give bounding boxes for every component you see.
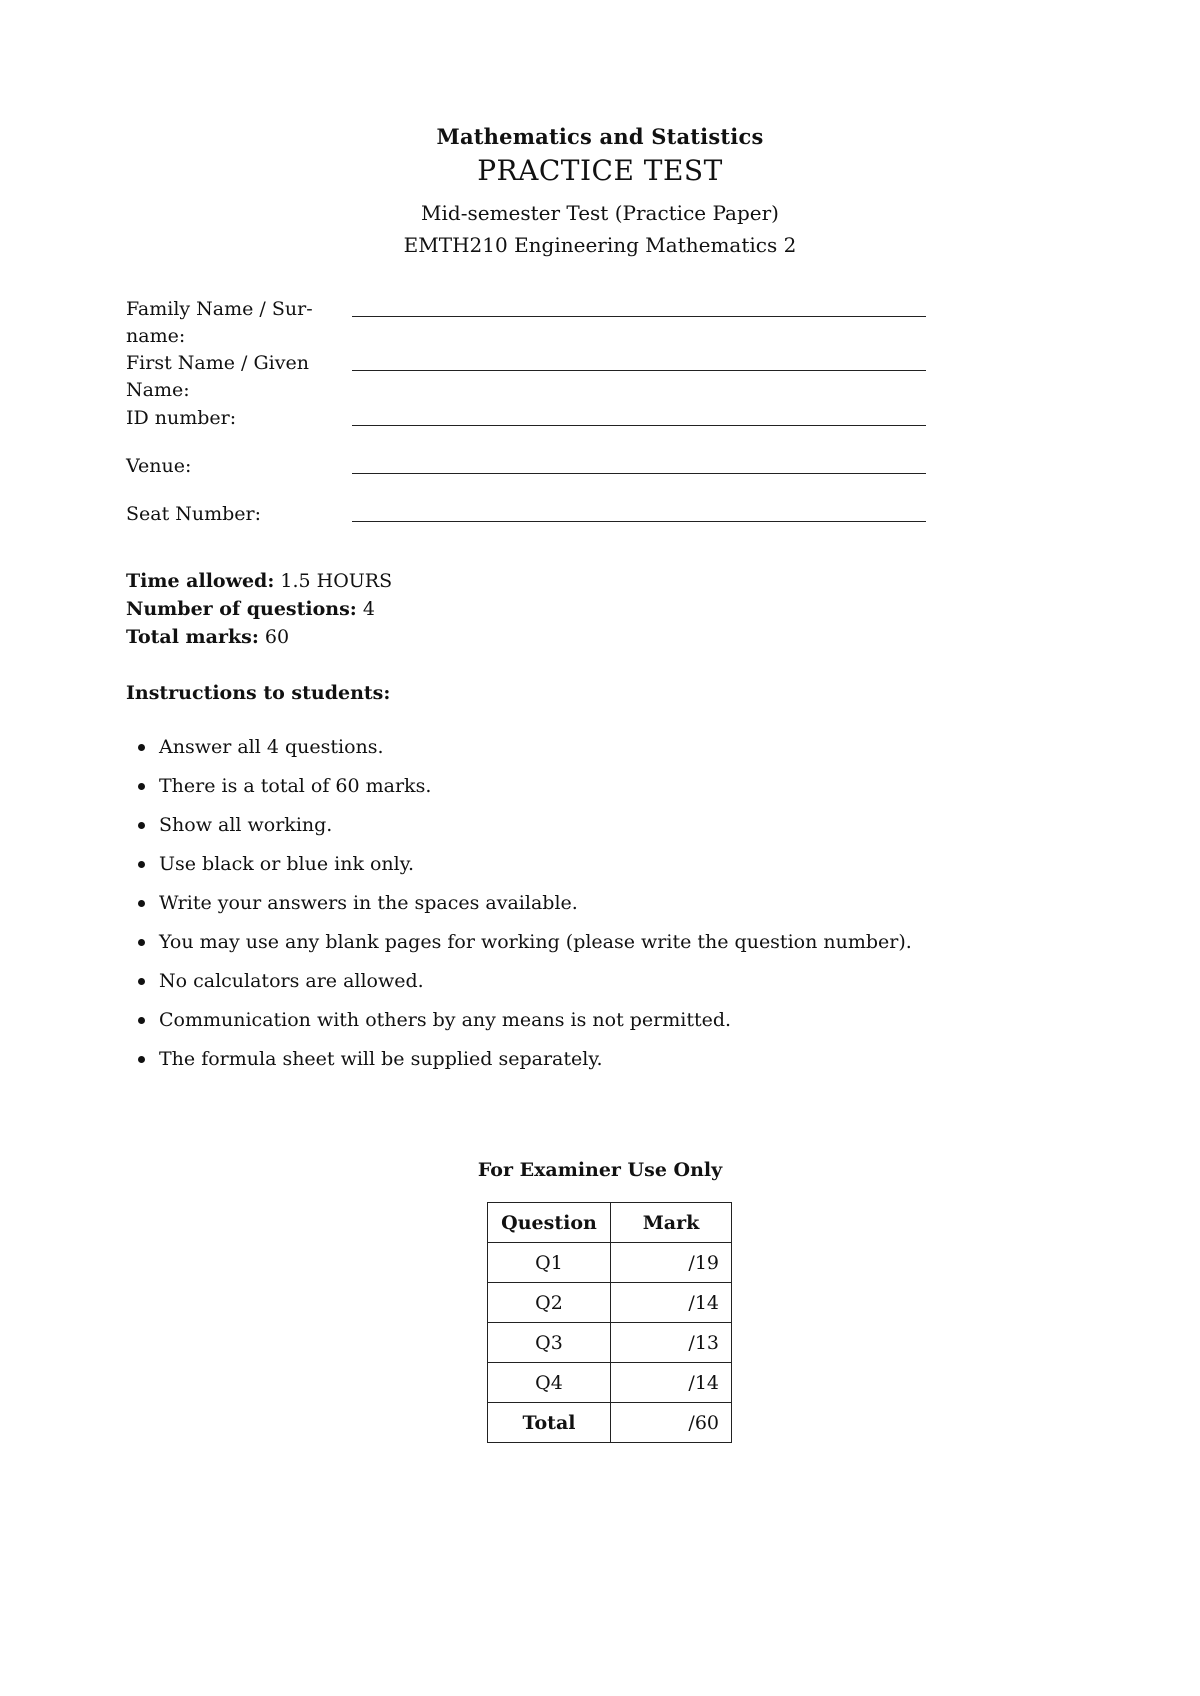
given-name-label-line1: First Name / Given (126, 352, 309, 374)
number-of-questions-label: Number of questions: (126, 598, 357, 620)
question-cell: Total (488, 1403, 611, 1443)
bullet-icon (138, 744, 145, 751)
bullet-icon (138, 822, 145, 829)
bullet-icon (138, 861, 145, 868)
number-of-questions (126, 595, 375, 623)
bullet-icon (138, 900, 145, 907)
test-subtitle: Mid-semester Test (Practice Paper) (421, 201, 779, 225)
instruction-text: Communication with others by any means is not permitted. (159, 1009, 732, 1031)
family-name-label-line1: Family Name / Sur- (126, 298, 313, 320)
total-marks-label: Total marks: (126, 626, 259, 648)
table-row (488, 1283, 732, 1323)
bullet-icon (138, 978, 145, 985)
question-cell: Q2 (488, 1283, 611, 1323)
venue-input-line[interactable] (352, 473, 926, 474)
seat-number-input-line[interactable] (352, 521, 926, 522)
table-header-row (488, 1203, 732, 1243)
list-item (136, 1046, 912, 1085)
time-allowed-label: Time allowed: (126, 570, 275, 592)
question-cell: Q4 (488, 1363, 611, 1403)
mark-column-header: Mark (611, 1203, 732, 1243)
instruction-text: Use black or blue ink only. (159, 853, 414, 875)
mark-cell: /13 (611, 1323, 732, 1363)
instruction-text: Answer all 4 questions. (159, 736, 384, 758)
list-item (136, 968, 912, 1007)
mark-cell: /19 (611, 1243, 732, 1283)
time-allowed (126, 567, 392, 595)
examiner-heading: For Examiner Use Only (477, 1159, 723, 1181)
table-row (488, 1323, 732, 1363)
list-item (136, 851, 912, 890)
list-item (136, 812, 912, 851)
instruction-text: You may use any blank pages for working (please write the question number). (159, 931, 912, 953)
list-item (136, 734, 912, 773)
question-column-header: Question (488, 1203, 611, 1243)
list-item (136, 929, 912, 968)
table-row (488, 1243, 732, 1283)
instructions-list (136, 734, 912, 1085)
instruction-text: There is a total of 60 marks. (159, 775, 432, 797)
instruction-text: Show all working. (159, 814, 333, 836)
id-number-label: ID number: (126, 407, 237, 429)
total-marks (126, 623, 289, 651)
marks-table (487, 1202, 732, 1443)
question-cell: Q3 (488, 1323, 611, 1363)
instruction-text: The formula sheet will be supplied separately. (159, 1048, 603, 1070)
family-name-label-line2: name: (126, 325, 186, 347)
given-name-input-line[interactable] (352, 370, 926, 371)
mark-cell: /14 (611, 1283, 732, 1323)
bullet-icon (138, 783, 145, 790)
total-marks-value: 60 (264, 626, 290, 648)
bullet-icon (138, 1056, 145, 1063)
venue-label: Venue: (126, 455, 192, 477)
department-heading: Mathematics and Statistics (436, 124, 764, 149)
table-row (488, 1403, 732, 1443)
id-number-input-line[interactable] (352, 425, 926, 426)
seat-number-label: Seat Number: (126, 503, 262, 525)
bullet-icon (138, 939, 145, 946)
table-row (488, 1363, 732, 1403)
list-item (136, 1007, 912, 1046)
given-name-label (126, 350, 331, 404)
family-name-label (126, 296, 331, 350)
instructions-heading: Instructions to students: (126, 682, 391, 704)
family-name-input-line[interactable] (352, 316, 926, 317)
bullet-icon (138, 1017, 145, 1024)
mark-cell: /60 (611, 1403, 732, 1443)
instruction-text: Write your answers in the spaces available. (159, 892, 578, 914)
time-allowed-value: 1.5 HOURS (280, 570, 393, 592)
given-name-label-line2: Name: (126, 379, 190, 401)
question-cell: Q1 (488, 1243, 611, 1283)
page-title: PRACTICE TEST (477, 154, 723, 187)
instruction-text: No calculators are allowed. (159, 970, 424, 992)
list-item (136, 890, 912, 929)
mark-cell: /14 (611, 1363, 732, 1403)
list-item (136, 773, 912, 812)
number-of-questions-value: 4 (362, 598, 375, 620)
course-title: EMTH210 Engineering Mathematics 2 (403, 233, 797, 257)
